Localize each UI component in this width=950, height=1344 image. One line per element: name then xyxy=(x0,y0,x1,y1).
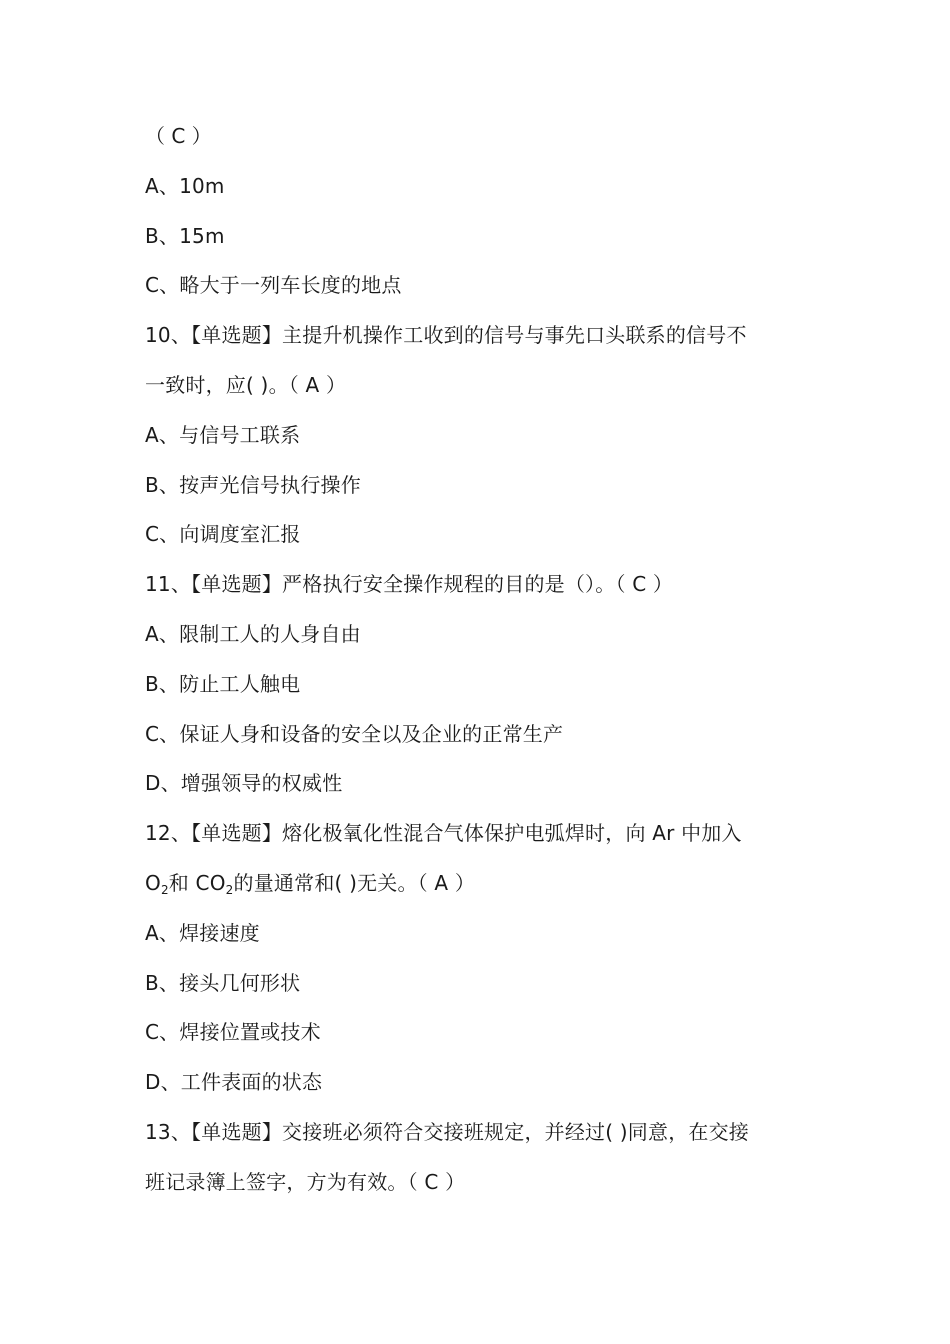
option-line: B、防止工人触电 xyxy=(145,671,301,696)
option-line: C、略大于一列车长度的地点 xyxy=(145,273,402,298)
option-line: A、焊接速度 xyxy=(145,920,260,945)
option-line: D、增强领导的权威性 xyxy=(145,771,343,796)
co2-subscript: 2 xyxy=(225,882,234,897)
option-line: A、10m xyxy=(145,173,225,198)
question-line: 11、【单选题】严格执行安全操作规程的目的是（）。（ C ） xyxy=(145,572,674,597)
option-line: B、15m xyxy=(145,223,225,248)
option-line: C、焊接位置或技术 xyxy=(145,1020,321,1045)
co2-formula-text: 和 CO xyxy=(168,870,226,895)
question-line: 10、【单选题】主提升机操作工收到的信号与事先口头联系的信号不 xyxy=(145,323,747,348)
oxygen-subscript: 2 xyxy=(160,882,169,897)
answer-line: （ C ） xyxy=(145,124,212,148)
question-tail-text: 的量通常和( )无关。（ A ） xyxy=(233,870,476,895)
option-line: C、保证人身和设备的安全以及企业的正常生产 xyxy=(145,721,564,746)
option-line: D、工件表面的状态 xyxy=(145,1070,323,1095)
question-line: 一致时，应( )。（ A ） xyxy=(145,372,347,397)
question-line: 班记录簿上签字，方为有效。（ C ） xyxy=(145,1169,466,1194)
question-line: 12、【单选题】熔化极氧化性混合气体保护电弧焊时，向 Ar 中加入 xyxy=(145,821,742,846)
option-line: B、接头几何形状 xyxy=(145,970,301,995)
question-line: 13、【单选题】交接班必须符合交接班规定，并经过( )同意，在交接 xyxy=(145,1119,750,1144)
option-line: A、与信号工联系 xyxy=(145,422,301,447)
option-line: A、限制工人的人身自由 xyxy=(145,621,361,646)
document-body xyxy=(145,112,810,1208)
question-line-with-subscripts xyxy=(145,859,810,909)
option-line: C、向调度室汇报 xyxy=(145,522,301,547)
oxygen-formula-text: O xyxy=(145,870,161,895)
option-line: B、按声光信号执行操作 xyxy=(145,472,361,497)
